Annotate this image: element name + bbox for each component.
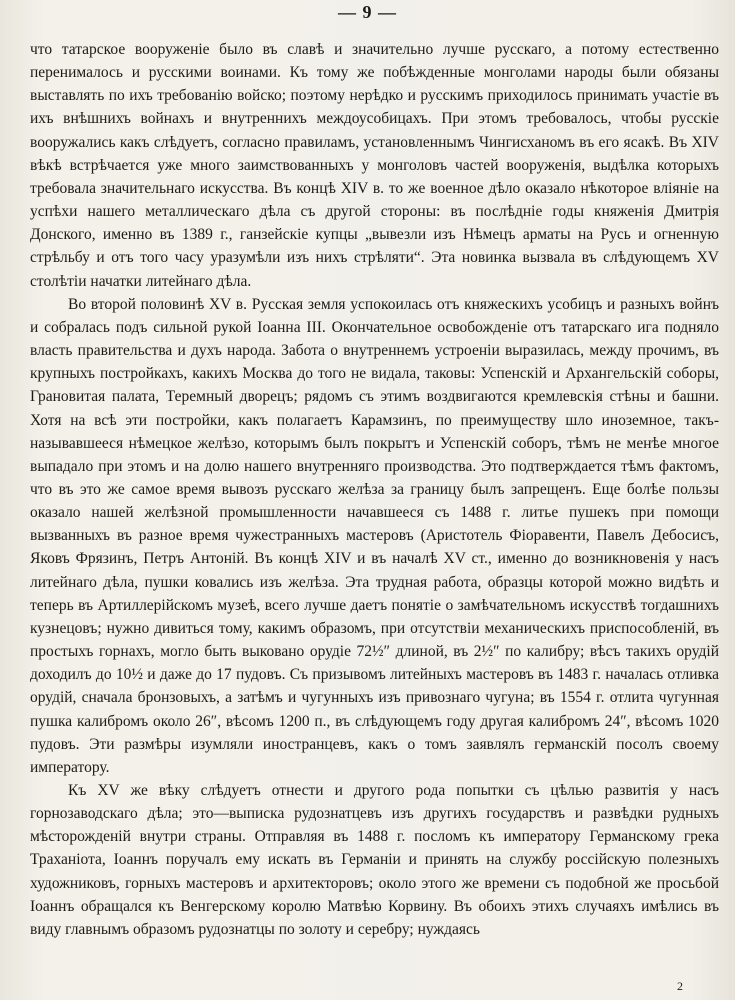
- body-text: [30, 38, 719, 941]
- paragraph-2: Во второй половинѣ XV в. Русская земля успокоилась отъ княжескихъ усобицъ и разныхъ войнъ и собралась подъ сильной рукой Іоанна III. Окончательное освобожденіе отъ татарскаго ига подняло власть правительства и духъ народа. Забота о внутреннемъ устроеніи выразилась, между прочимъ, въ крупныхъ постройкахъ, какихъ Москва до того не видала, таковы: Успенскій и Архангельскій соборы, Грановитая палата, Теремный дворецъ; рядомъ съ этимъ воздвигаются кремлевскія стѣны и башни. Хотя на всѣ эти постройки, какъ полагаетъ Карамзинъ, по преимуществу шло иноземное, такъ-называвшееся нѣмецкое желѣзо, которымъ былъ покрытъ и Успенскій соборъ, тѣмъ не менѣе многое выпадало при этомъ и на долю нашего внутренняго производства. Это подтверждается тѣмъ фактомъ, что въ это же самое время вывозъ русскаго желѣза за границу былъ запрещенъ. Еще болѣе пользы оказало нашей желѣзной промышленности начавшееся съ 1488 г. литье пушекъ при помощи вызванныхъ въ разное время чужестранныхъ мастеровъ (Аристотель Фіоравенти, Павелъ Дебосисъ, Яковъ Фрязинъ, Петръ Антоній. Въ концѣ XIV и въ началѣ XV ст., именно до возникновенія у насъ литейнаго дѣла, пушки ковались изъ желѣза. Эта трудная работа, образцы которой можно видѣть и теперь въ Артиллерійскомъ музеѣ, всего лучше даетъ понятіе о замѣчательномъ искусствѣ тогдашнихъ кузнецовъ; нужно дивиться тому, какимъ образомъ, при отсутствіи механическихъ приспособленій, въ простыхъ горнахъ, могло быть выковано орудіе 72½″ длиной, въ 2½″ по калибру; вѣсъ такихъ орудій доходилъ до 10½ и даже до 17 пудовъ. Съ призывомъ литейныхъ мастеровъ въ 1483 г. началась отливка орудій, сначала бронзовыхъ, а затѣмъ и чугунныхъ изъ привознаго чугуна; въ 1554 г. отлита чугунная пушка калибромъ около 26″, вѣсомъ 1200 п., въ слѣдующемъ году другая калибромъ 24″, вѣсомъ 1020 пудовъ. Эти размѣры изумляли иностранцевъ, какъ о томъ заявлялъ германскій посолъ своему императору.: [30, 295, 719, 776]
- page-number: — 9 —: [338, 2, 397, 22]
- paragraph-3: Къ XV же вѣку слѣдуетъ отнести и другого рода попытки съ цѣлью развитія у насъ горнозаводскаго дѣла; это—выписка рудознатцевъ изъ другихъ государствъ и развѣдки рудныхъ мѣсторожденій внутри страны. Отправляя въ 1488 г. посломъ къ императору Германскому грека Траханіота, Іоаннъ поручалъ ему искать въ Германіи и принять на службу россійскую полезныхъ художниковъ, горныхъ мастеровъ и архитекторовъ; около этого же времени съ подобной же просьбой Іоаннъ обращался къ Венгерскому королю Матвѣю Корвину. Въ обоихъ этихъ случаяхъ имѣлись въ виду главнымъ образомъ рудознатцы по золоту и серебру; нуждаясь: [30, 782, 719, 938]
- signature-mark: 2: [677, 979, 683, 993]
- paragraph-1: что татарское вооруженіе было въ славѣ и значительно лучше русскаго, а потому естественно перенималось и русскими воинами. Къ тому же побѣжденные монголами народы были обязаны выставлять по ихъ требованію войско; поэтому нерѣдко и русскимъ приходилось принимать участіе въ ихъ внѣшнихъ войнахъ и внутреннихъ междоусобицахъ. При этомъ требовалось, чтобы русскіе вооружались какъ слѣдуетъ, согласно правиламъ, установленнымъ Чингисханомъ въ его ясакѣ. Въ XIV вѣкѣ встрѣчается уже много заимствованныхъ у монголовъ частей вооруженія, выдѣлка которыхъ требовала значительнаго искусства. Въ концѣ XIV в. то же военное дѣло оказало нѣкоторое вліяніе на успѣхи нашего металлическаго дѣла съ другой стороны: въ послѣдніе годы княженія Дмитрія Донского, именно въ 1389 г., ганзейскіе купцы „вывезли изъ Нѣмецъ арматы на Русь и огненную стрѣльбу и отъ того часу уразумѣли изъ нихъ стрѣляти“. Эта новинка вызвала въ слѣдующемъ XV столѣтіи начатки литейнаго дѣла.: [30, 41, 719, 290]
